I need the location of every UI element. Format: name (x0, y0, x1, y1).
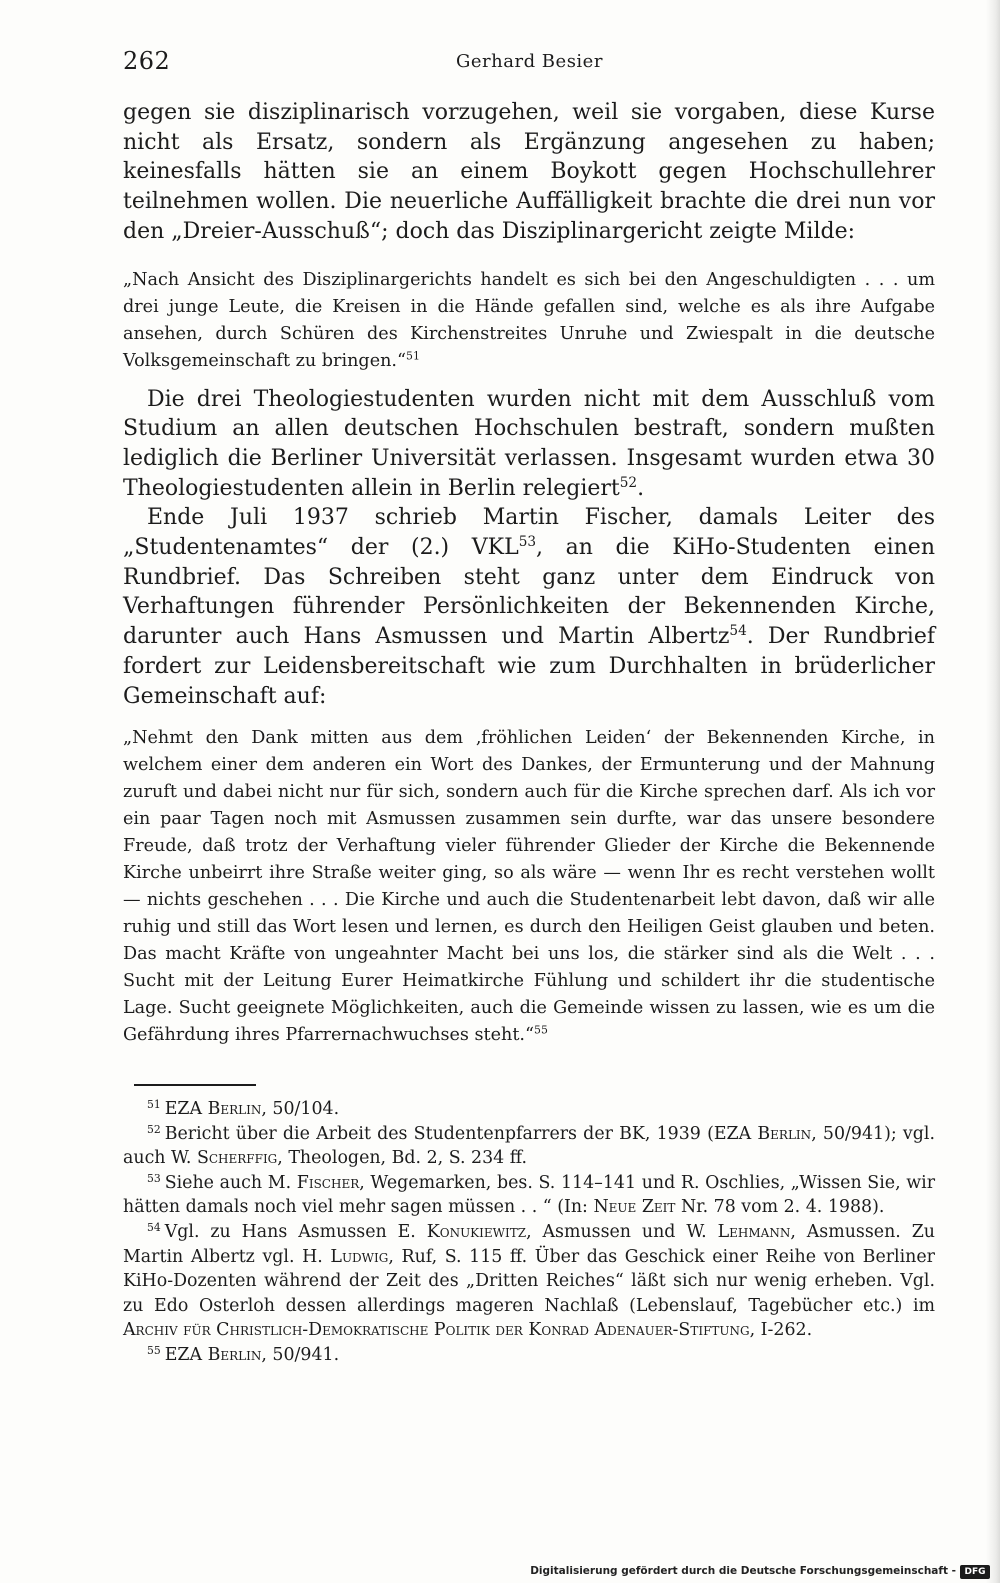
footnote-ref-51: 51 (406, 348, 420, 362)
main-text (123, 98, 935, 1049)
footnote-ref-55: 55 (534, 1023, 548, 1037)
block-quote-1-text: „Nach Ansicht des Disziplinargerichts handelt es sich bei den Angeschuldigten . . . um drei junge Leute, die Kreisen in die Hände gefallen sind, welche es als ihre Aufgabe ansehen, durch Schüren des Kirchenstreites Unruhe und Zwiespalt in die deutsche Volksgemeinschaft zu bringen.“ (123, 269, 935, 371)
footnote-text: , 50/941. (261, 1344, 340, 1365)
footnote-small-caps: Fischer (296, 1172, 360, 1193)
footnote-ref-53: 53 (518, 533, 537, 550)
paragraph-1: gegen sie disziplinarisch vorzugehen, weil sie vorgaben, diese Kurse nicht als Ersatz, sondern als Ergänzung angesehen zu haben; keinesfalls hätten sie an einem Boykott gegen Hochschullehrer teilnehmen wollen. Die neuerliche Auffälligkeit brachte die drei nun vor den „Dreier-Ausschuß“; doch das Disziplinargericht zeigte Milde: (123, 100, 935, 244)
paragraph-2 (123, 385, 935, 504)
paragraph-2-end: . (637, 475, 645, 501)
dfg-logo: DFG (960, 1565, 990, 1579)
digitization-credit: Digitalisierung gefördert durch die Deutsche Forschungsgemeinschaft - (530, 1565, 956, 1577)
footnote-text: EZA (164, 1099, 208, 1119)
block-quote-1 (123, 267, 935, 375)
footnote-53 (123, 1171, 935, 1220)
running-head-author: Gerhard Besier (456, 51, 603, 72)
footnote-small-caps: Lehmann (717, 1221, 791, 1242)
footnote-text: , 50/104. (261, 1099, 340, 1119)
footnote-small-caps: Ludwig (330, 1246, 389, 1267)
footnote-text: EZA (164, 1344, 208, 1365)
footnote-divider (134, 1084, 256, 1086)
footnote-number: 53 (147, 1171, 161, 1185)
footnote-text: , Asmussen. Zu Martin Albertz vgl. H. (123, 1221, 935, 1267)
footnote-text: Nr. 78 vom 2. 4. 1988). (675, 1197, 885, 1218)
footnote-small-caps: Berlin (207, 1344, 262, 1365)
footnote-text: Bericht über die Arbeit des Studentenpfarrers der BK, 1939 (EZA (164, 1123, 758, 1144)
paragraph-3-text-a: Ende Juli 1937 schrieb Martin Fischer, damals Leiter des „Studentenamtes“ der (2.) VKL (123, 505, 935, 561)
footnotes (123, 1097, 935, 1368)
paragraph-2-text: Die drei Theologiestudenten wurden nicht mit dem Ausschluß vom Studium an allen deutschen Hochschulen bestraft, sondern mußten lediglich die Berliner Universität verlassen. Insgesamt wurden etwa 30 Theologiestudenten allein in Berlin relegiert (123, 386, 935, 501)
footnote-small-caps: Berlin (757, 1123, 812, 1144)
footnote-number: 54 (147, 1221, 161, 1235)
footnote-text: Siehe auch M. (164, 1172, 297, 1193)
footnote-small-caps: Scherffig (196, 1148, 278, 1169)
block-quote-2 (123, 725, 935, 1049)
footnote-text: Vgl. zu Hans Asmussen E. (164, 1221, 427, 1242)
footnote-text: , I-262. (749, 1320, 813, 1341)
footnote-text: , Ruf, S. 115 ff. Über das Geschick einer Reihe von Berliner KiHo-Dozenten während der Zeit des „Dritten Reiches“ läßt sich nur wenig erheben. Vgl. zu Edo Osterloh dessen allerdings mageren Nachlaß (Lebenslauf, Tagebücher etc.) im (123, 1246, 935, 1316)
page-header (123, 45, 933, 85)
footnote-number: 51 (147, 1098, 161, 1112)
page-edge-shadow (986, 0, 1000, 1583)
paragraph-3 (123, 503, 935, 711)
footnote-small-caps: Konukiewitz (426, 1221, 527, 1242)
block-quote-2-text: „Nehmt den Dank mitten aus dem ‚fröhlichen Leiden‘ der Bekennenden Kirche, in welchem einer dem anderen ein Wort des Dankes, der Ermunterung und der Mahnung zuruft und dabei nicht nur für sich, sondern auch für die Kirche sprechen darf. Als ich vor ein paar Tagen noch mit Asmussen zusammen sein durfte, war das unsere besondere Freude, daß trotz der Verhaftung vieler führender Glieder der Kirche die Bekennende Kirche unbeirrt ihre Straße weiter ging, so als wäre — wenn Ihr es recht verstehen wollt — nichts geschehen . . . Die Kirche und auch die Studentenarbeit lebt davon, daß wir alle ruhig und still das Wort lesen und lernen, es durch den Heiligen Geist glauben und beten. Das macht Kräfte von ungeahnter Macht bei uns los, die stärker sind als die Welt . . . Sucht mit der Leitung Eurer Heimatkirche Fühlung und schildert ihr die studentische Lage. Sucht geeignete Möglichkeiten, auch die Gemeinde wissen zu lassen, wie es um die Gefährdung ihres Pfarrernachwuchses steht.“ (123, 728, 935, 1046)
page-number: 262 (123, 47, 171, 75)
footnote-ref-52: 52 (619, 474, 638, 491)
footnote-text: , 50/941); vgl. auch W. (123, 1123, 935, 1169)
paragraph-3-text-c: . Der Rundbrief fordert zur Leidensbereitschaft wie zum Durchhalten in brüderlicher Gemeinschaft auf: (123, 624, 935, 709)
footnote-54 (123, 1220, 935, 1343)
paragraph-3-text-b: , an die KiHo-Studenten einen Rundbrief. Das Schreiben steht ganz unter dem Eindruck von Verhaftungen führender Persönlichkeiten der Bekennenden Kirche, darunter auch Hans Asmussen und Martin Albertz (123, 535, 935, 650)
footnote-number: 52 (147, 1122, 161, 1136)
footnote-small-caps: Archiv für Christlich-Demokratische Politik der Konrad Adenauer-Stiftung (123, 1320, 750, 1341)
footnote-number: 55 (147, 1344, 161, 1358)
footnote-text: , Wegemarken, bes. S. 114–141 und R. Oschlies, „Wissen Sie, wir hätten damals noch viel mehr sagen müssen . . “ (In: (123, 1172, 936, 1218)
footnote-55 (123, 1343, 935, 1368)
footnote-51 (123, 1097, 935, 1122)
footnote-text: , Theologen, Bd. 2, S. 234 ff. (277, 1148, 528, 1169)
footnote-52 (123, 1122, 935, 1171)
footnote-text: , Asmussen und W. (526, 1221, 718, 1242)
footnote-small-caps: Neue Zeit (593, 1197, 676, 1218)
footnote-ref-54: 54 (729, 622, 747, 639)
footnote-small-caps: Berlin (207, 1099, 262, 1119)
